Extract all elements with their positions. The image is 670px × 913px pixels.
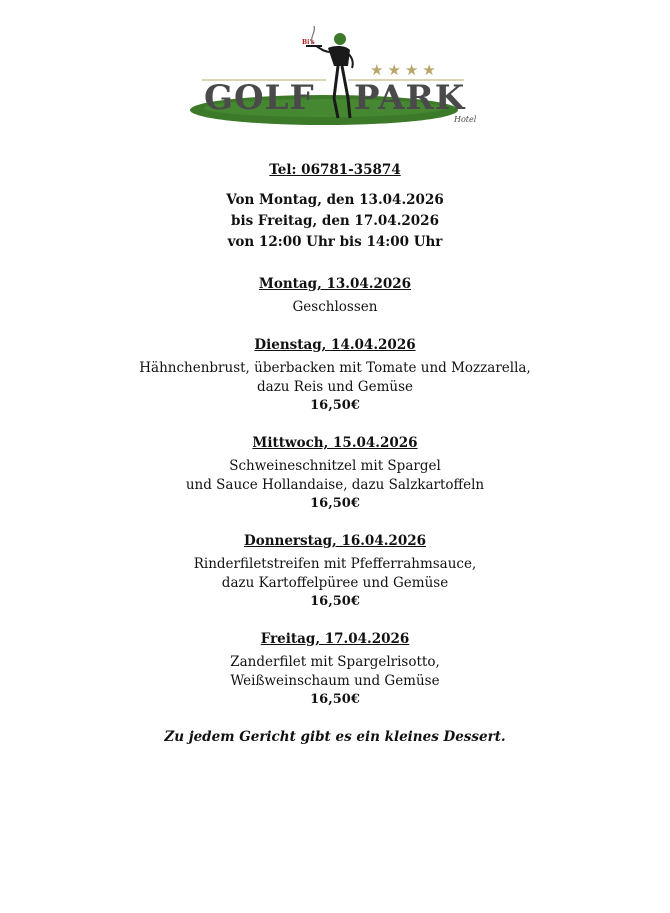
dish-line: Hähnchenbrust, überbacken mit Tomate und Mozzarella, [139, 360, 531, 376]
period-line-3: von 12:00 Uhr bis 14:00 Uhr [227, 234, 443, 250]
day-title: Montag, 13.04.2026 [258, 276, 412, 292]
period-line-2: bis Freitag, den 17.04.2026 [231, 213, 439, 229]
dish-line: dazu Reis und Gemüse [257, 379, 413, 395]
day-friday [0, 629, 670, 709]
dish-price: 16,50€ [310, 594, 360, 609]
dish-line: Rinderfiletstreifen mit Pfefferrahmsauce, [193, 556, 477, 572]
golfpark-hotel-logo [188, 22, 484, 130]
logo-word-park: PARK [354, 78, 466, 118]
menu-content [0, 160, 670, 761]
dish-line: Schweineschnitzel mit Spargel [229, 458, 441, 474]
day-title: Freitag, 17.04.2026 [260, 631, 410, 647]
day-wednesday [0, 433, 670, 513]
logo-badge: Bi's [302, 39, 315, 46]
day-title: Dienstag, 14.04.2026 [254, 337, 416, 353]
day-tuesday [0, 335, 670, 415]
logo-word-golf: GOLF [204, 78, 315, 118]
service-period [0, 190, 670, 253]
dish-line: Zanderfilet mit Spargelrisotto, [230, 654, 440, 670]
dish-line: Geschlossen [292, 299, 378, 315]
dish-price: 16,50€ [310, 496, 360, 511]
dish-price: 16,50€ [310, 398, 360, 413]
dish-line: dazu Kartoffelpüree und Gemüse [221, 575, 449, 591]
day-title: Donnerstag, 16.04.2026 [243, 533, 426, 549]
day-title: Mittwoch, 15.04.2026 [252, 435, 418, 451]
dish-line: Weißweinschaum und Gemüse [230, 673, 440, 689]
day-monday [0, 274, 670, 317]
logo-stars: ★★★★ [370, 61, 440, 79]
dish-line: und Sauce Hollandaise, dazu Salzkartoffeln [185, 477, 485, 493]
day-thursday [0, 531, 670, 611]
period-line-1: Von Montag, den 13.04.2026 [226, 192, 444, 208]
dish-price: 16,50€ [310, 692, 360, 707]
telephone-number: Tel: 06781-35874 [269, 162, 401, 178]
logo-subtitle: Hotel [454, 115, 477, 124]
dessert-note: Zu jedem Gericht gibt es ein kleines Dessert. [164, 729, 506, 745]
